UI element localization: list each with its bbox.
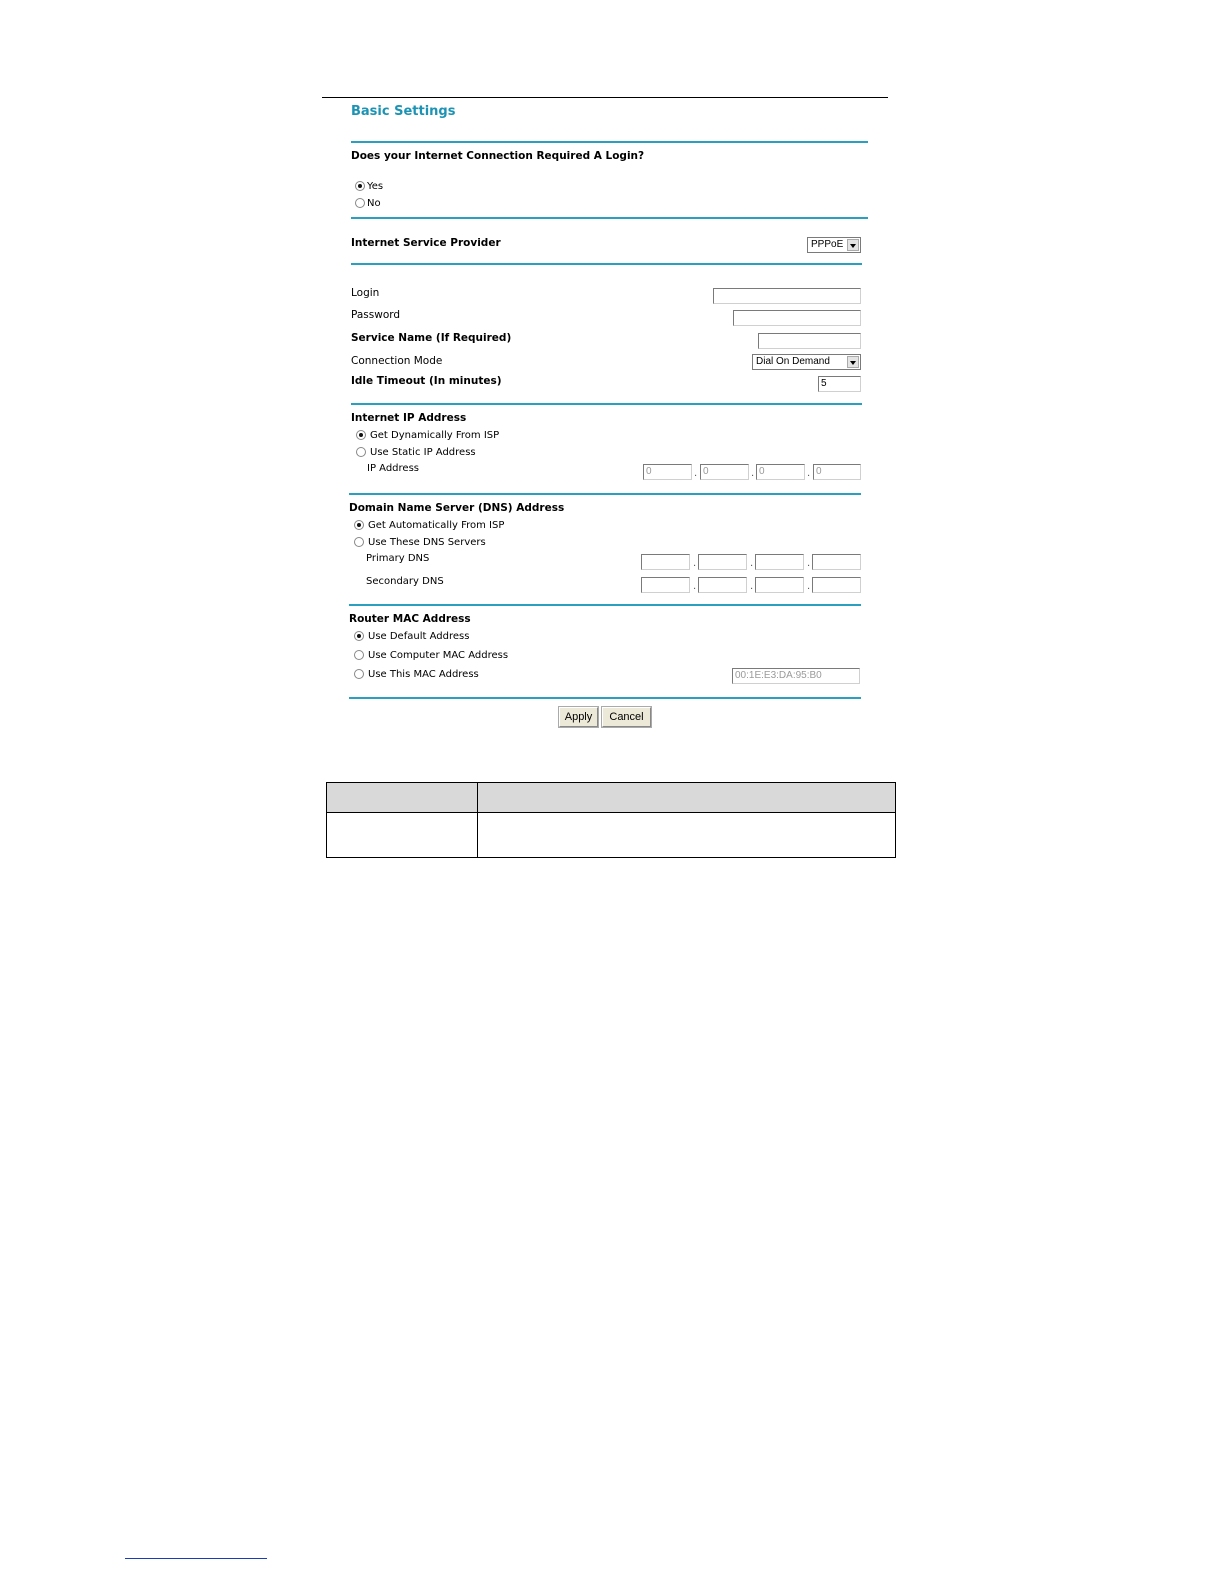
login-question: Does your Internet Connection Required A Login? bbox=[351, 150, 645, 162]
section-divider bbox=[351, 403, 862, 405]
ip-octet-3[interactable]: 0 bbox=[756, 464, 805, 480]
octet-separator: . bbox=[693, 581, 697, 592]
ip-static-label: Use Static IP Address bbox=[370, 447, 476, 458]
secondary-dns-octet-1[interactable] bbox=[641, 577, 690, 593]
mac-heading: Router MAC Address bbox=[349, 613, 471, 625]
idle-timeout-input[interactable]: 5 bbox=[818, 376, 861, 392]
ip-dynamic-label: Get Dynamically From ISP bbox=[370, 430, 500, 441]
octet-separator: . bbox=[807, 558, 811, 569]
table-row bbox=[327, 813, 896, 858]
login-label: Login bbox=[351, 287, 380, 299]
table-cell bbox=[327, 813, 478, 858]
login-no-label: No bbox=[367, 198, 381, 209]
ip-octet-1[interactable]: 0 bbox=[643, 464, 692, 480]
service-name-input[interactable] bbox=[758, 333, 861, 349]
ip-dynamic-radio[interactable] bbox=[356, 430, 366, 440]
section-divider bbox=[349, 697, 861, 699]
mac-custom-radio[interactable] bbox=[354, 669, 364, 679]
mac-computer-radio[interactable] bbox=[354, 650, 364, 660]
table-header-cell bbox=[478, 783, 896, 813]
mac-address-input[interactable]: 00:1E:E3:DA:95:B0 bbox=[732, 668, 860, 684]
page-title: Basic Settings bbox=[351, 104, 456, 119]
login-input[interactable] bbox=[713, 288, 861, 304]
octet-separator: . bbox=[807, 468, 811, 479]
primary-dns-octet-1[interactable] bbox=[641, 554, 690, 570]
octet-separator: . bbox=[807, 581, 811, 592]
chevron-down-icon bbox=[847, 239, 859, 251]
primary-dns-octet-4[interactable] bbox=[812, 554, 861, 570]
password-label: Password bbox=[351, 309, 401, 321]
octet-separator: . bbox=[750, 558, 754, 569]
dns-auto-label: Get Automatically From ISP bbox=[368, 520, 505, 531]
dns-manual-radio[interactable] bbox=[354, 537, 364, 547]
login-yes-label: Yes bbox=[367, 181, 384, 192]
octet-separator: . bbox=[693, 558, 697, 569]
mac-custom-label: Use This MAC Address bbox=[368, 669, 479, 680]
mac-default-label: Use Default Address bbox=[368, 631, 470, 642]
section-divider bbox=[351, 217, 868, 219]
idle-timeout-label: Idle Timeout (In minutes) bbox=[351, 375, 502, 387]
octet-separator: . bbox=[751, 468, 755, 479]
mac-default-radio[interactable] bbox=[354, 631, 364, 641]
connection-mode-label: Connection Mode bbox=[351, 355, 443, 367]
settings-description-table bbox=[326, 782, 896, 858]
page-top-rule bbox=[322, 97, 888, 98]
isp-select-value: PPPoE bbox=[811, 239, 844, 250]
table-cell bbox=[478, 813, 896, 858]
ip-octet-4[interactable]: 0 bbox=[813, 464, 861, 480]
primary-dns-label: Primary DNS bbox=[366, 553, 430, 564]
connection-mode-value: Dial On Demand bbox=[756, 356, 830, 367]
section-divider bbox=[351, 141, 868, 143]
secondary-dns-octet-2[interactable] bbox=[698, 577, 747, 593]
section-divider bbox=[351, 263, 862, 265]
cancel-button[interactable]: Cancel bbox=[602, 707, 651, 727]
isp-label: Internet Service Provider bbox=[351, 237, 501, 249]
footnote-rule bbox=[125, 1558, 267, 1559]
section-divider bbox=[349, 604, 861, 606]
connection-mode-select[interactable] bbox=[752, 354, 861, 370]
octet-separator: . bbox=[750, 581, 754, 592]
dns-auto-radio[interactable] bbox=[354, 520, 364, 530]
login-no-radio[interactable] bbox=[355, 198, 365, 208]
table-header-row bbox=[327, 783, 896, 813]
primary-dns-octet-2[interactable] bbox=[698, 554, 747, 570]
section-divider bbox=[349, 493, 861, 495]
secondary-dns-octet-3[interactable] bbox=[755, 577, 804, 593]
ip-address-label: IP Address bbox=[367, 463, 419, 474]
mac-computer-label: Use Computer MAC Address bbox=[368, 650, 509, 661]
login-yes-radio[interactable] bbox=[355, 181, 365, 191]
service-name-label: Service Name (If Required) bbox=[351, 332, 512, 344]
password-input[interactable] bbox=[733, 310, 861, 326]
secondary-dns-octet-4[interactable] bbox=[812, 577, 861, 593]
internet-ip-heading: Internet IP Address bbox=[351, 412, 467, 424]
isp-select[interactable] bbox=[807, 237, 861, 253]
ip-octet-2[interactable]: 0 bbox=[700, 464, 749, 480]
octet-separator: . bbox=[694, 468, 698, 479]
primary-dns-octet-3[interactable] bbox=[755, 554, 804, 570]
chevron-down-icon bbox=[847, 356, 859, 368]
ip-static-radio[interactable] bbox=[356, 447, 366, 457]
dns-manual-label: Use These DNS Servers bbox=[368, 537, 486, 548]
apply-button[interactable]: Apply bbox=[559, 707, 598, 727]
dns-heading: Domain Name Server (DNS) Address bbox=[349, 502, 565, 514]
secondary-dns-label: Secondary DNS bbox=[366, 576, 444, 587]
table-header-cell bbox=[327, 783, 478, 813]
